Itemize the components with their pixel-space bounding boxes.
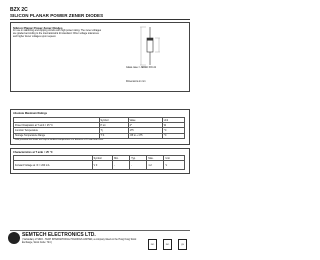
feature-description: for use in stabilizing and clipping circuits with high power rating. The zener voltages are graded according to the international E 24 standard. Other voltage tolerances and higher Zener voltages upon request. xyxy=(13,29,102,38)
company-name: SEMTECH ELECTRONICS LTD. xyxy=(22,232,96,238)
dimensions-note: Dimensions in mm xyxy=(126,80,146,83)
table-cell: - xyxy=(113,161,130,170)
document-title: SILICON PLANAR POWER ZENER DIODES xyxy=(10,12,104,18)
table-cell: °C xyxy=(162,128,184,133)
table-cell: 1.2 xyxy=(147,161,164,170)
header-divider xyxy=(10,19,190,20)
table-cell: -65 to + 175 xyxy=(128,133,162,138)
certification-logos xyxy=(148,232,188,250)
table-cell: °C xyxy=(162,133,184,138)
table-row xyxy=(14,161,185,170)
footer-divider xyxy=(10,230,190,231)
table-cell: V xyxy=(164,161,185,170)
ratings-heading: Absolute Maximum Ratings xyxy=(13,112,48,115)
ratings-footnote: * Valid provided that leads are kept at ambient temperature at a distance of 10 mm from case. xyxy=(13,139,104,141)
table-cell: T S xyxy=(99,133,128,138)
certification-logo-icon: ISO xyxy=(148,239,157,250)
table-cell: Typ. xyxy=(130,156,147,161)
table-row xyxy=(14,133,185,138)
table-cell: Power Dissipation at T amb = 25 °C xyxy=(14,123,100,128)
table-cell: Max. xyxy=(147,156,164,161)
ratings-table xyxy=(13,117,185,139)
table-cell: Storage Temperature Range xyxy=(14,133,100,138)
company-logo-icon xyxy=(8,232,20,244)
package-note: Glass case = JEDEC DO-41 xyxy=(126,66,157,69)
table-cell: Value xyxy=(128,118,162,123)
certification-logo-icon: ISO xyxy=(163,239,172,250)
table-cell: Forward Voltage at I F = 200 mA xyxy=(14,161,93,170)
table-cell: Symbol xyxy=(99,118,128,123)
table-cell: V F xyxy=(92,161,113,170)
table-cell: P tot xyxy=(99,123,128,128)
table-cell: Symbol xyxy=(92,156,113,161)
table-cell: 2* xyxy=(128,123,162,128)
part-number: BZX 2C xyxy=(10,7,28,13)
diode-outline-drawing xyxy=(130,26,170,66)
table-cell: Min. xyxy=(113,156,130,161)
characteristics-table xyxy=(13,155,185,170)
table-cell: 175 xyxy=(128,128,162,133)
table-cell: - xyxy=(130,161,147,170)
certification-logo-icon: QS xyxy=(178,239,187,250)
company-subtitle: ( Subsidiary of SINO - TECH INTERNATIONAL HOLDINGS LIMITED, a company listed on the Hong Kong Stock Exchange, Stock Code: 724 ) xyxy=(22,239,137,244)
feature-heading: Silicon Planar Power Zener Diodes xyxy=(13,26,63,30)
table-cell: W xyxy=(162,123,184,128)
table-cell: Junction Temperature xyxy=(14,128,100,133)
table-cell: T j xyxy=(99,128,128,133)
characteristics-heading: Characteristics at T amb = 25 °C xyxy=(13,151,53,154)
table-cell: Unit xyxy=(162,118,184,123)
table-cell: Unit xyxy=(164,156,185,161)
